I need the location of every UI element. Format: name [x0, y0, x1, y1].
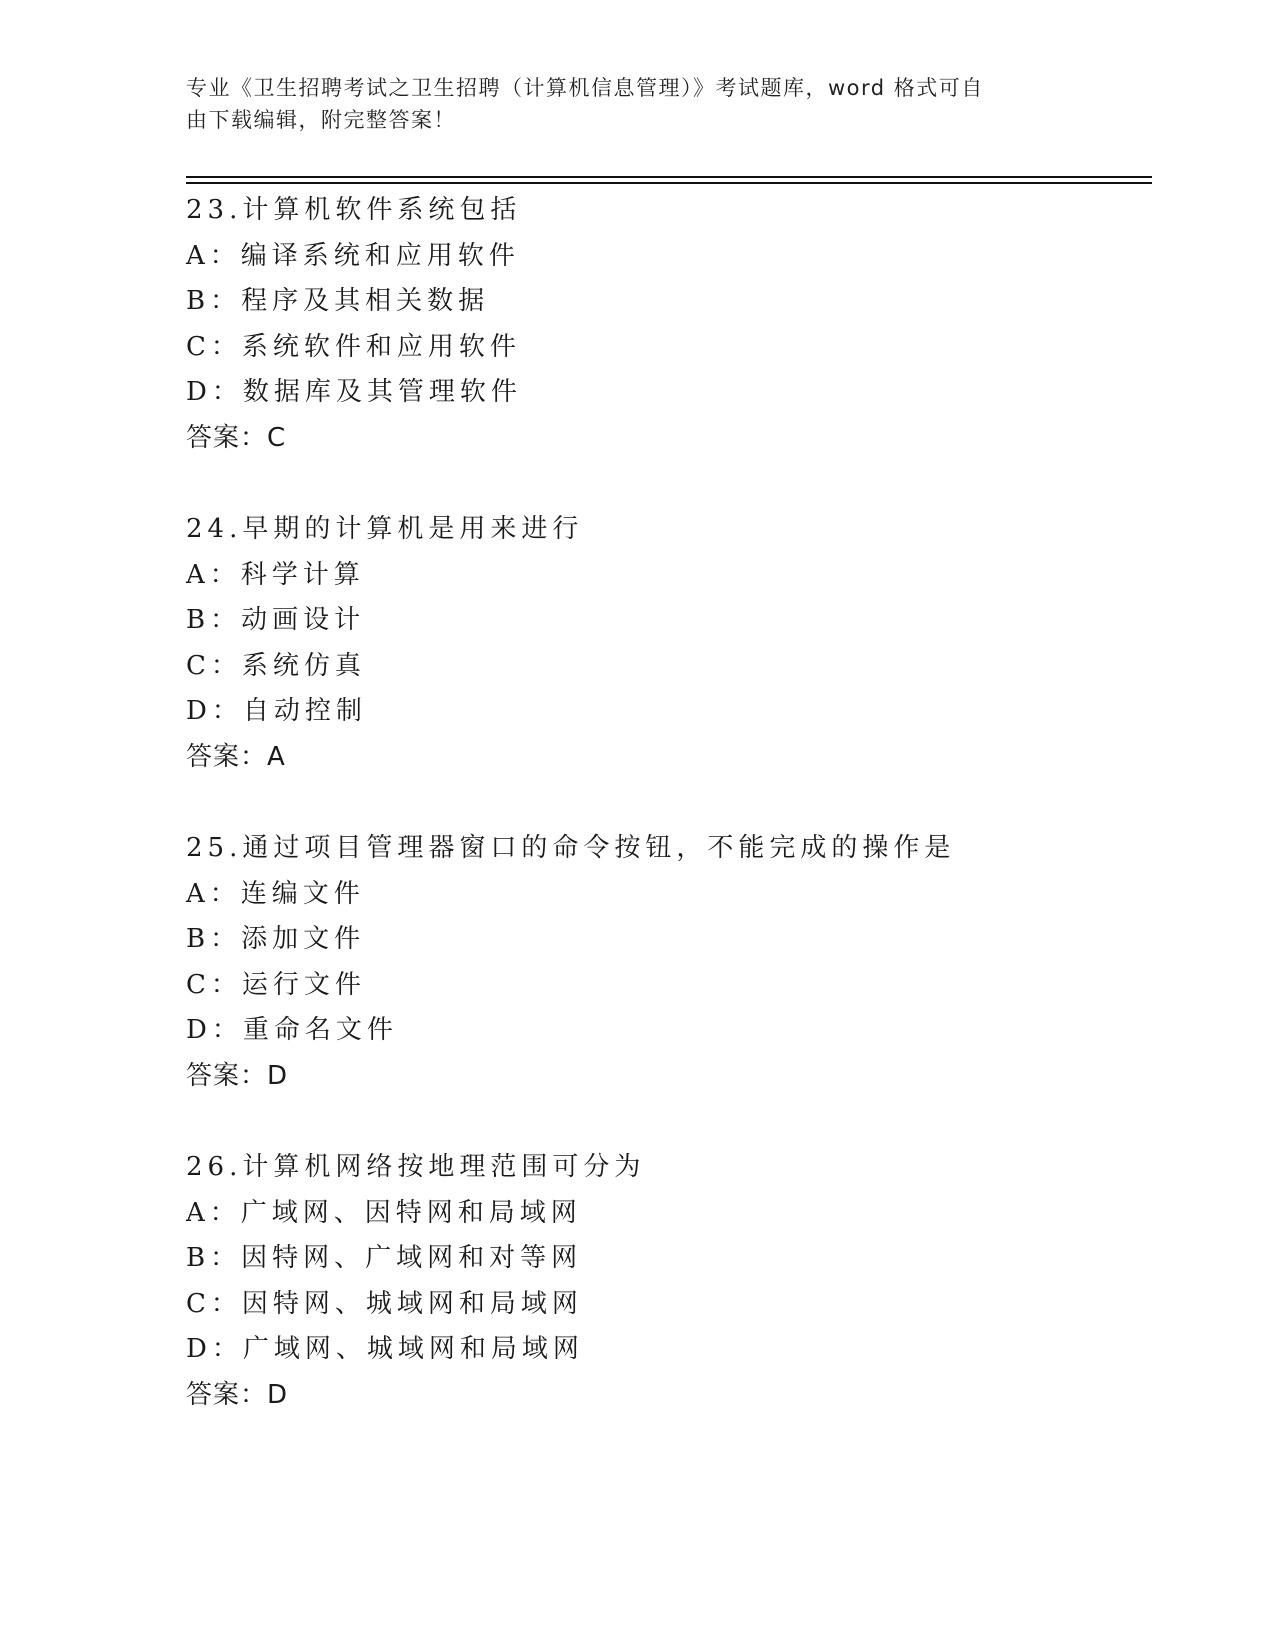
option-c: C：运行文件	[186, 969, 366, 1000]
option-b: B：动画设计	[186, 605, 366, 635]
header-line-2: 由下载编辑，附完整答案！	[186, 108, 456, 132]
header-divider-bottom	[186, 182, 1152, 184]
option-c: C：因特网、城域网和局域网	[186, 1288, 583, 1319]
question-23	[186, 188, 1146, 461]
question-26	[186, 1145, 1146, 1418]
answer-label: 答案：D	[186, 1379, 289, 1410]
header-line-1: 专业《卫生招聘考试之卫生招聘（计算机信息管理）》考试题库，word 格式可自	[186, 76, 984, 100]
question-24	[186, 507, 1146, 780]
option-a: A：科学计算	[186, 559, 365, 590]
option-d: D：数据库及其管理软件	[186, 377, 522, 407]
option-a: A：广域网、因特网和局域网	[186, 1197, 582, 1228]
option-c: C：系统软件和应用软件	[186, 331, 521, 362]
answer-label: 答案：D	[186, 1060, 289, 1091]
option-a: A：编译系统和应用软件	[186, 240, 520, 271]
option-b: B：因特网、广域网和对等网	[186, 1243, 583, 1273]
answer-label: 答案：C	[186, 422, 287, 453]
option-c: C：系统仿真	[186, 650, 366, 681]
question-list	[186, 188, 1146, 1464]
option-a: A：连编文件	[186, 878, 365, 909]
question-25	[186, 826, 1146, 1099]
header-divider-top	[186, 176, 1152, 178]
question-stem: 24.早期的计算机是用来进行	[186, 514, 584, 544]
option-b: B：程序及其相关数据	[186, 286, 490, 316]
option-b: B：添加文件	[186, 924, 366, 954]
question-stem: 23.计算机软件系统包括	[186, 195, 522, 225]
question-stem: 25.通过项目管理器窗口的命令按钮，不能完成的操作是	[186, 833, 956, 863]
document-header	[186, 72, 1066, 136]
question-stem: 26.计算机网络按地理范围可分为	[186, 1152, 646, 1182]
option-d: D：重命名文件	[186, 1015, 398, 1045]
option-d: D：广域网、城域网和局域网	[186, 1334, 584, 1364]
option-d: D：自动控制	[186, 696, 367, 726]
answer-label: 答案：A	[186, 741, 286, 772]
